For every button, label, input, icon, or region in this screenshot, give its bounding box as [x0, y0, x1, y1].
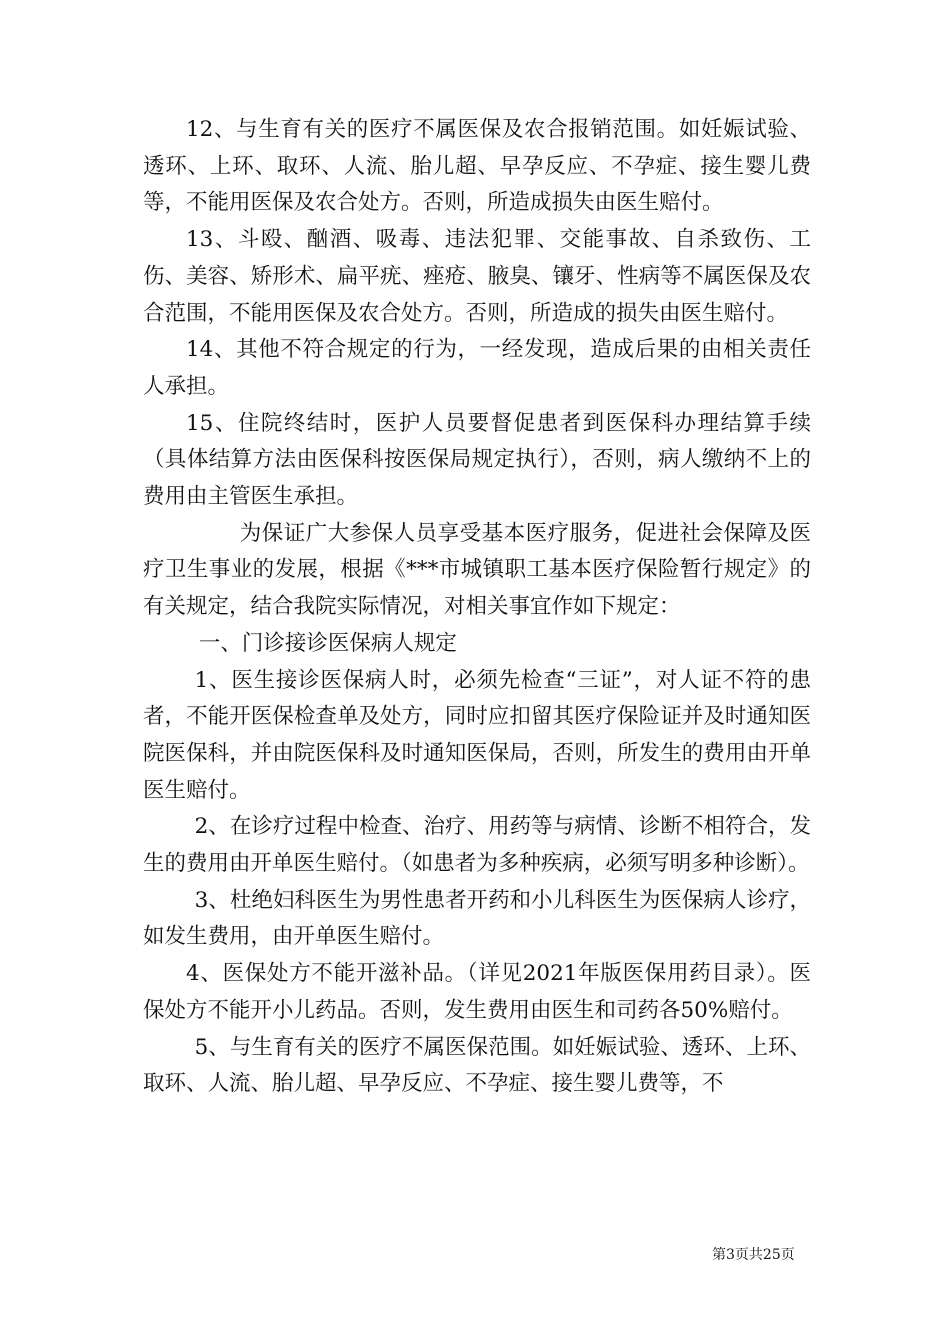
paragraph-rule-2: 2、在诊疗过程中检查、治疗、用药等与病情、诊断不相符合，发生的费用由开单医生赔付。（如患者为多种疾病，必须写明多种诊断）。: [143, 814, 811, 877]
paragraph-preamble: 为保证广大参保人员享受基本医疗服务，促进社会保障及医疗卫生事业的发展，根据《***市城镇职工基本医疗保险暂行规定》的有关规定，结合我院实际情况，对相关事宜作如下规定：: [143, 520, 811, 620]
paragraph-item-14: 14、其他不符合规定的行为，一经发现，造成后果的由相关责任人承担。: [143, 337, 811, 399]
paragraph-rule-5: 5、与生育有关的医疗不属医保范围。如妊娠试验、透环、上环、取环、人流、胎儿超、早孕反应、不孕症、接生婴儿费等，不: [143, 1034, 811, 1097]
page-number-footer: [712, 1244, 795, 1264]
paragraph-item-15: 15、住院终结时，医护人员要督促患者到医保科办理结算手续（具体结算方法由医保科按医保局规定执行），否则，病人缴纳不上的费用由主管医生承担。: [143, 410, 811, 510]
paragraph-rule-1: 1、医生接诊医保病人时，必须先检查“三证”，对人证不符的患者，不能开医保检查单及处方，同时应扣留其医疗保险证并及时通知医院医保科，并由院医保科及时通知医保局，否则，所发生的费用由开单医生赔付。: [143, 667, 811, 803]
page-number-label: 第3页共25页: [712, 1247, 795, 1263]
paragraph-rule-3: 3、杜绝妇科医生为男性患者开药和小儿科医生为医保病人诊疗，如发生费用，由开单医生赔付。: [143, 887, 811, 950]
section-heading-outpatient: 一、门诊接诊医保病人规定: [198, 630, 457, 656]
paragraph-item-13: 13、斗殴、酗酒、吸毒、违法犯罪、交能事故、自杀致伤、工伤、美容、矫形术、扁平疣、痤疮、腋臭、镶牙、性病等不属医保及农合范围，不能用医保及农合处方。否则，所造成的损失由医生赔付。: [143, 227, 811, 326]
paragraph-item-12: 12、与生育有关的医疗不属医保及农合报销范围。如妊娠试验、透环、上环、取环、人流、胎儿超、早孕反应、不孕症、接生婴儿费等，不能用医保及农合处方。否则，所造成损失由医生赔付。: [143, 117, 811, 216]
document-body: [143, 112, 811, 1103]
paragraph-rule-4: 4、医保处方不能开滋补品。（详见2021年版医保用药目录）。医保处方不能开小儿药品。否则，发生费用由医生和司药各50%赔付。: [143, 961, 811, 1023]
